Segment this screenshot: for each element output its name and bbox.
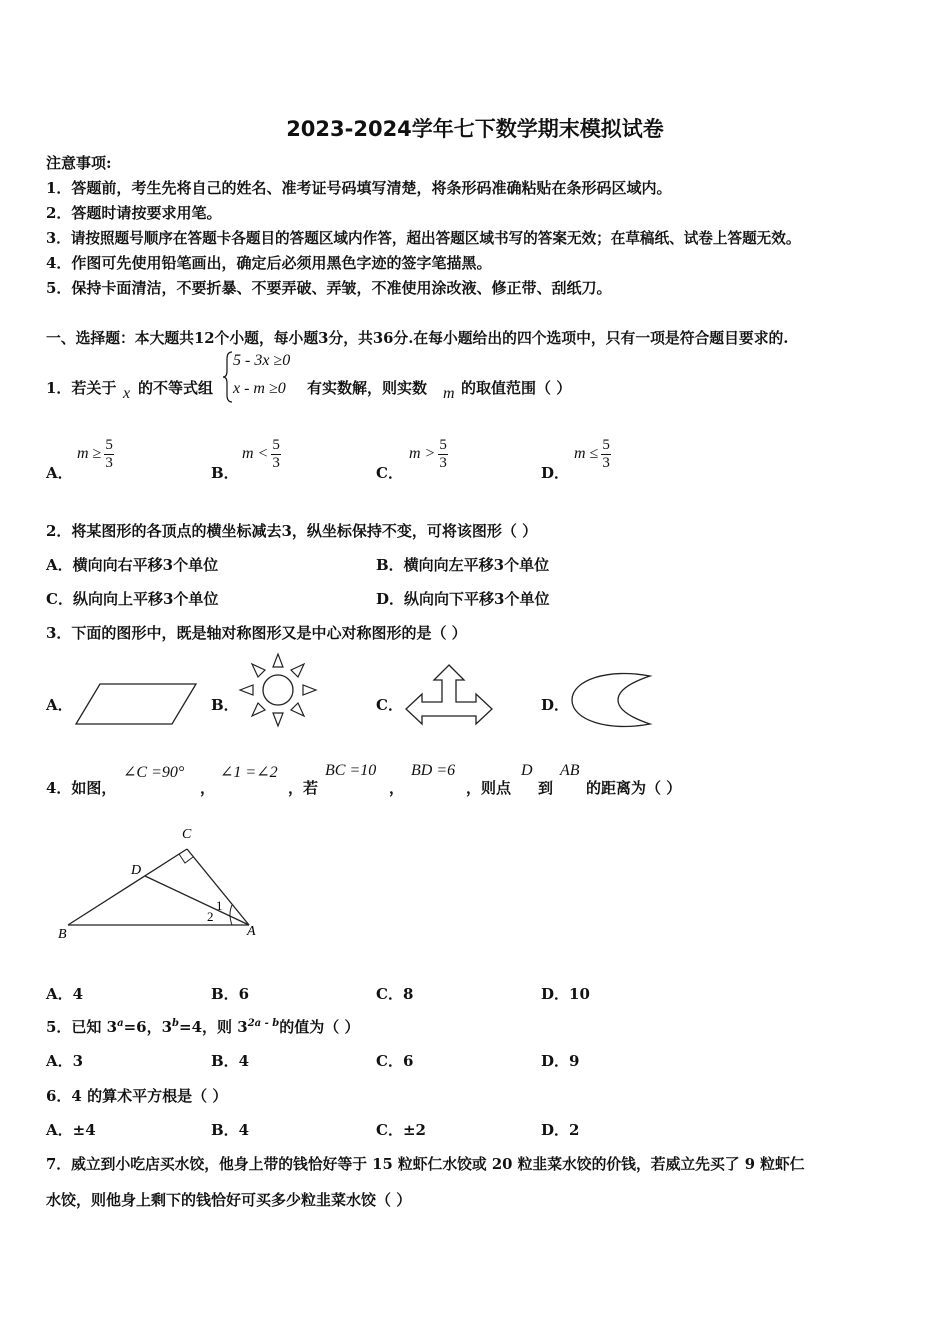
q1-ineq-2: x - m ≥0 [233, 380, 286, 397]
q4-post: 的距离为（ ） [586, 779, 682, 797]
q4-comma-2: ， [389, 779, 405, 797]
q4-seg-ab: AB [560, 762, 580, 779]
q7-line-2: 水饺，则他身上剩下的钱恰好可买多少粒韭菜水饺（ ） [46, 1191, 412, 1209]
q1-post-1: 有实数解，则实数 [307, 379, 428, 397]
q4-cond-bc: BC =10 [325, 762, 377, 779]
q4-option-b: B．6 [211, 985, 250, 1003]
q1-var-m: m [443, 385, 455, 402]
notice-item: 3．请按照题号顺序在答题卡各题目的答题区域内作答，超出答题区域书写的答案无效；在草稿纸、试卷上答题无效。 [46, 230, 801, 247]
label-b: B [58, 927, 67, 942]
notice-heading: 注意事项: [46, 154, 112, 172]
notice-item: 2．答题时请按要求用笔。 [46, 204, 222, 222]
q3-stem: 3．下面的图形中，既是轴对称图形又是中心对称图形的是（ ） [46, 624, 467, 642]
triangle-figure [52, 822, 268, 944]
q5-option-c: C．6 [376, 1052, 414, 1070]
q1-option-a: m ≥ $\frac{5}{3}$ [77, 437, 113, 471]
q1-var-x: x [123, 385, 131, 402]
q6-stem: 6．4 的算术平方根是（ ） [46, 1087, 228, 1105]
q3-option-d-label: D． [541, 696, 570, 714]
q6-option-a: A．±4 [46, 1121, 96, 1139]
q1-post-2: 的取值范围（ ） [461, 379, 572, 397]
label-2: 2 [207, 909, 214, 924]
q2-option-b: B．横向向左平移3个单位 [376, 556, 550, 574]
q4-ruo: ，若 [288, 779, 319, 797]
parallelogram-icon [72, 680, 200, 728]
q1-ineq-1: 5 - 3x ≥0 [233, 352, 291, 369]
q3-option-c-label: C． [376, 696, 403, 714]
q7-line-1: 7．威立到小吃店买水饺，他身上带的钱恰好等于 15 粒虾仁水饺或 20 粒韭菜水饺的价钱，若威立先买了 9 粒虾仁 [46, 1156, 805, 1173]
label-1: 1 [216, 898, 223, 913]
q5-option-d: D．9 [541, 1052, 580, 1070]
q4-dao: 到 [538, 779, 554, 797]
crescent-icon [568, 670, 658, 730]
q5-option-a: A．3 [46, 1052, 84, 1070]
label-a: A [247, 924, 256, 939]
q6-option-b: B．4 [211, 1121, 250, 1139]
q4-pre: 4．如图， [46, 779, 117, 797]
label-c: C [182, 827, 192, 842]
q1-option-d: m ≤ $\frac{5}{3}$ [574, 437, 610, 471]
q4-comma: ， [200, 779, 216, 797]
q5-stem: 5．已知 $3^a=6$，$3^b=4$，则 $3^{2a - b}$的值为（ ） [46, 1018, 360, 1036]
q1-mid: 的不等式组 [138, 379, 214, 397]
q4-cond-angle-c: ∠C =90° [123, 764, 185, 781]
q4-option-c: C．8 [376, 985, 414, 1003]
notice-item: 4．作图可先使用铅笔画出，确定后必须用黑色字迹的签字笔描黑。 [46, 254, 492, 272]
q5-option-b: B．4 [211, 1052, 250, 1070]
q4-then: ，则点 [466, 779, 512, 797]
q1-option-c-label: C． [376, 464, 403, 482]
q2-option-d: D．纵向向下平移3个单位 [376, 590, 550, 608]
q1-option-a-label: A． [46, 464, 73, 482]
label-d: D [131, 863, 142, 878]
q2-option-a: A．横向向右平移3个单位 [46, 556, 219, 574]
notice-item: 5．保持卡面清洁，不要折暴、不要弄破、弄皱，不准使用涂改液、修正带、刮纸刀。 [46, 279, 612, 297]
q4-cond-angles: ∠1 =∠2 [220, 764, 278, 781]
sun-icon [238, 652, 322, 728]
q1-option-b-label: B． [211, 464, 239, 482]
page-title: 2023-2024学年七下数学期末模拟试卷 [286, 117, 664, 141]
q4-option-a: A．4 [46, 985, 84, 1003]
q1-option-c: m > $\frac{5}{3}$ [409, 437, 447, 471]
section-heading: 一、选择题：本大题共12个小题，每小题3分，共36分.在每小题给出的四个选项中，只有一项是符合题目要求的. [46, 330, 789, 347]
q6-option-c: C．±2 [376, 1121, 426, 1139]
three-arrow-icon [402, 662, 496, 726]
q6-option-d: D．2 [541, 1121, 580, 1139]
q1-option-d-label: D． [541, 464, 570, 482]
q1-pre: 1．若关于 [46, 379, 117, 397]
q3-option-a-label: A． [46, 696, 73, 714]
q2-stem: 2．将某图形的各顶点的横坐标减去3，纵坐标保持不变，可将该图形（ ） [46, 522, 538, 540]
q4-point-d: D [521, 762, 533, 779]
notice-item: 1．答题前，考生先将自己的姓名、准考证号码填写清楚，将条形码准确粘贴在条形码区域内。 [46, 179, 672, 197]
q2-option-c: C．纵向向上平移3个单位 [46, 590, 219, 608]
q3-option-b-label: B． [211, 696, 239, 714]
q4-option-d: D．10 [541, 985, 590, 1003]
q4-cond-bd: BD =6 [411, 762, 456, 779]
q1-option-b: m < $\frac{5}{3}$ [242, 437, 280, 471]
